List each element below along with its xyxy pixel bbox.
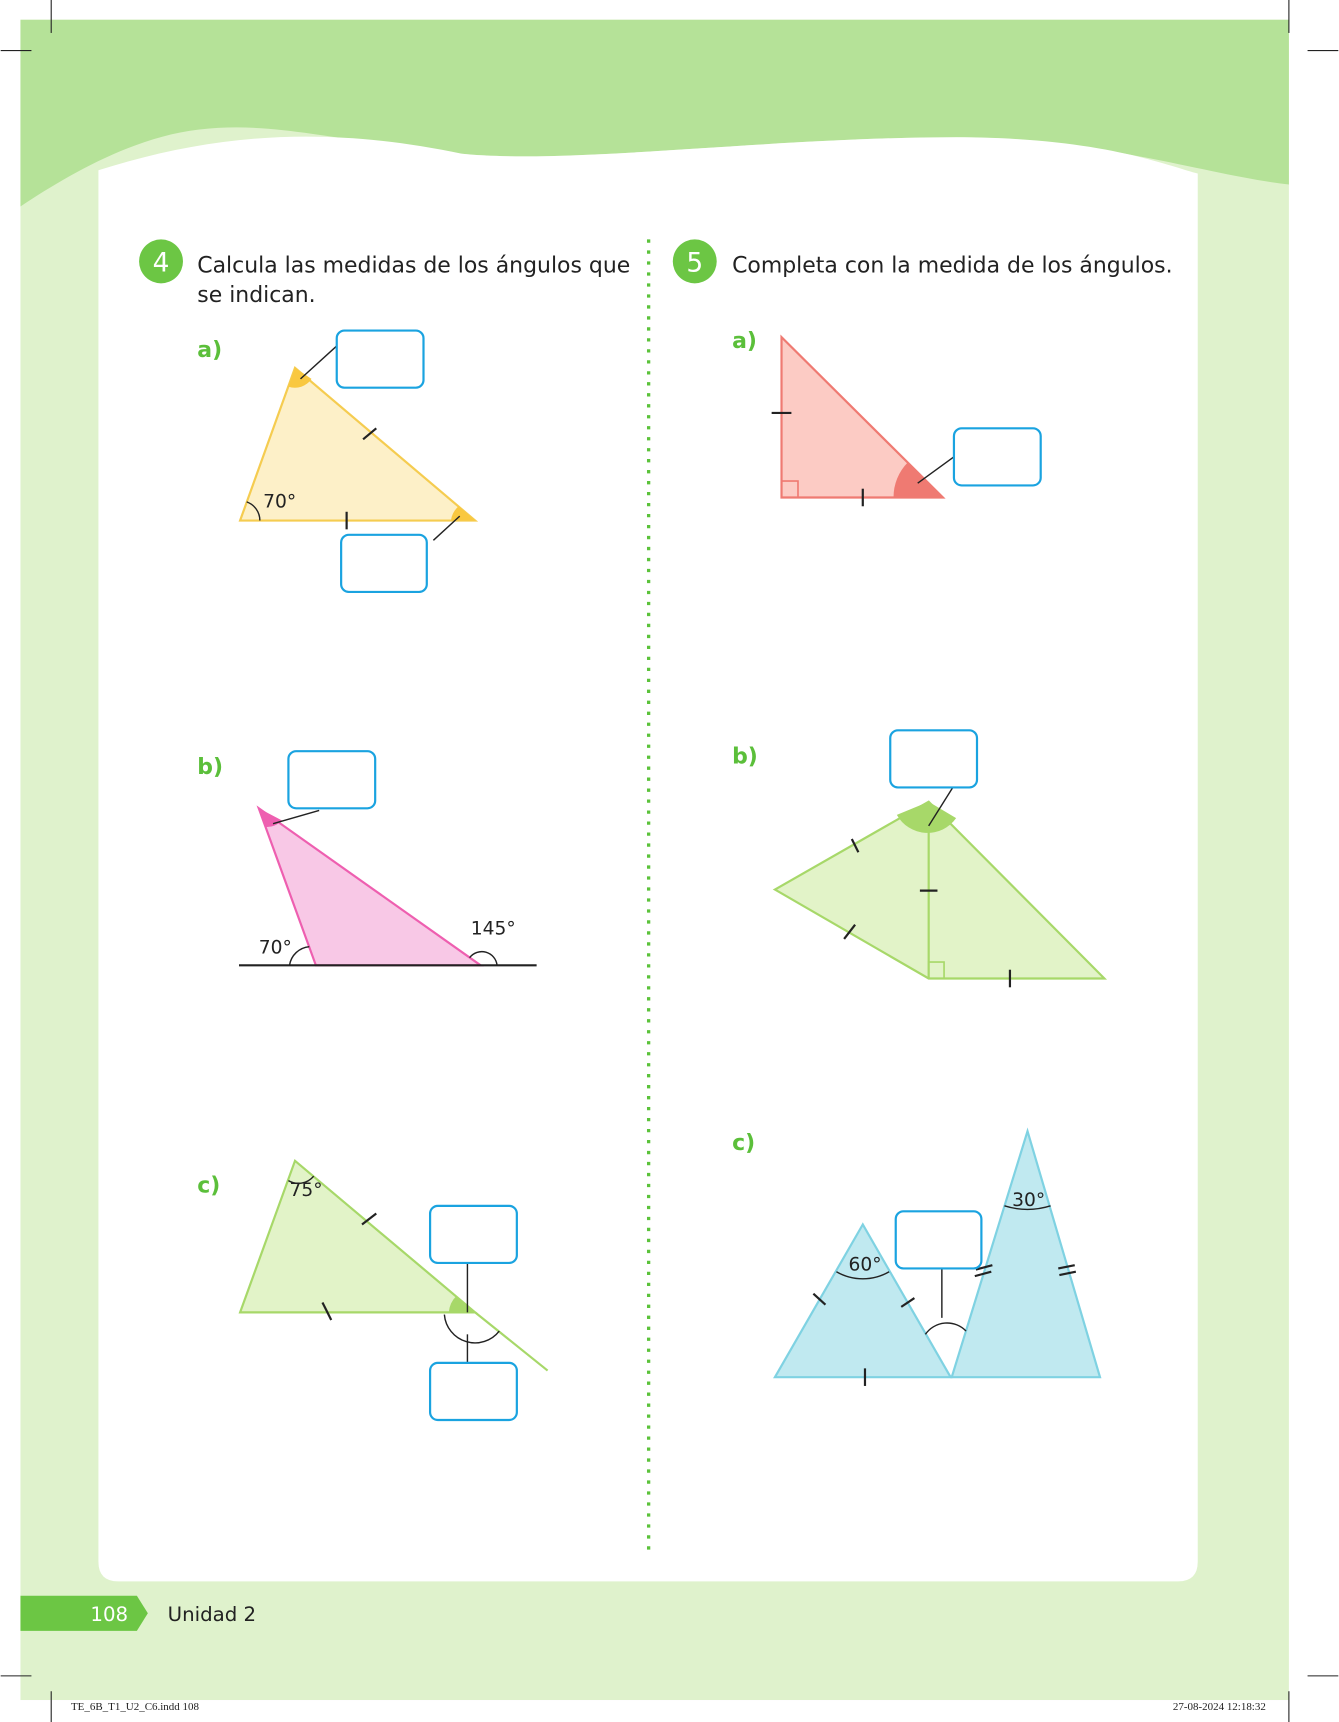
item-4c-label: c)	[197, 1173, 221, 1199]
angle-label-70: 70°	[263, 491, 297, 513]
page-number-tab	[20, 1596, 147, 1631]
exercise-5-instruction: Completa con la medida de los ángulos.	[732, 253, 1173, 279]
angle-label-60: 60°	[848, 1254, 882, 1276]
answer-box-4a-bottom[interactable]	[341, 535, 427, 592]
unit-label: Unidad 2	[167, 1602, 257, 1626]
print-file-name: TE_6B_T1_U2_C6.indd 108	[70, 1700, 199, 1713]
angle-label-75: 75°	[289, 1179, 323, 1201]
angle-label-30: 30°	[1012, 1189, 1046, 1211]
answer-box-4b[interactable]	[288, 751, 375, 808]
exercise-4-instruction-2: se indican.	[197, 283, 316, 309]
exercise-5-number: 5	[686, 248, 704, 279]
answer-box-5c[interactable]	[896, 1211, 982, 1268]
print-timestamp: 27-08-2024 12:18:32	[1172, 1700, 1266, 1713]
answer-box-5b[interactable]	[890, 730, 977, 787]
item-5c-label: c)	[732, 1130, 756, 1156]
page-number: 108	[90, 1602, 129, 1626]
item-5b-label: b)	[732, 744, 758, 770]
item-4b-label: b)	[197, 755, 224, 781]
angle-label-145: 145°	[470, 918, 516, 940]
item-5a-label: a)	[732, 329, 757, 355]
item-4a-label: a)	[197, 337, 223, 363]
exercise-4-number: 4	[152, 248, 170, 279]
answer-box-4c-top[interactable]	[430, 1206, 517, 1263]
answer-box-5a[interactable]	[954, 428, 1041, 485]
exercise-4-instruction: Calcula las medidas de los ángulos que	[197, 253, 631, 279]
answer-box-4c-bottom[interactable]	[430, 1363, 517, 1420]
answer-box-4a-top[interactable]	[337, 331, 424, 388]
angle-label-70-b: 70°	[258, 937, 292, 959]
